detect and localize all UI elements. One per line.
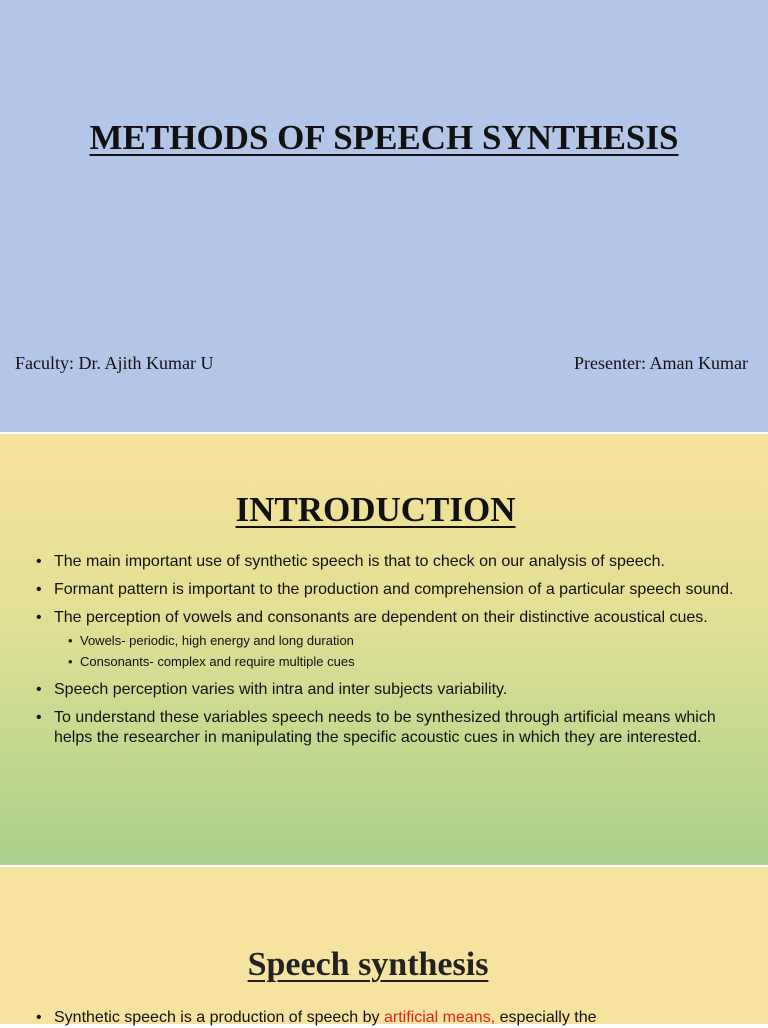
bullet-item: • The main important use of synthetic speech is that to check on our analysis of speech. xyxy=(36,552,741,572)
bullet-item: • To understand these variables speech needs to be synthesized through artificial means which helps the researcher in manipulating the specific acoustic cues in which they are interested. xyxy=(36,708,741,748)
highlighted-text: artificial means, xyxy=(383,1009,496,1026)
sub-bullet-list xyxy=(54,630,741,672)
introduction-bullet-list xyxy=(36,552,741,756)
bullet-item xyxy=(36,1008,741,1028)
presenter-name: Presenter: Aman Kumar xyxy=(574,353,748,373)
introduction-heading: INTRODUCTION xyxy=(235,490,516,529)
sub-bullet-item: • Consonants- complex and require multiple cues xyxy=(68,651,741,672)
bullet-item: • Speech perception varies with intra and inter subjects variability. xyxy=(36,680,741,700)
faculty-name: Faculty: Dr. Ajith Kumar U xyxy=(15,353,214,373)
bullet-text: The perception of vowels and consonants are dependent on their distinctive acoustical cues. xyxy=(54,609,708,626)
presentation-title: METHODS OF SPEECH SYNTHESIS xyxy=(89,118,679,157)
bullet-item: • Formant pattern is important to the production and comprehension of a particular speech sound. xyxy=(36,580,741,600)
speech-synthesis-heading: Speech synthesis xyxy=(247,946,489,983)
speech-synthesis-bullet-list xyxy=(36,1008,741,1028)
bullet-text: Synthetic speech is a production of speech by xyxy=(54,1009,384,1026)
bullet-text: especially the xyxy=(495,1009,597,1026)
sub-bullet-item: • Vowels- periodic, high energy and long duration xyxy=(68,630,741,651)
bullet-item xyxy=(36,608,741,672)
